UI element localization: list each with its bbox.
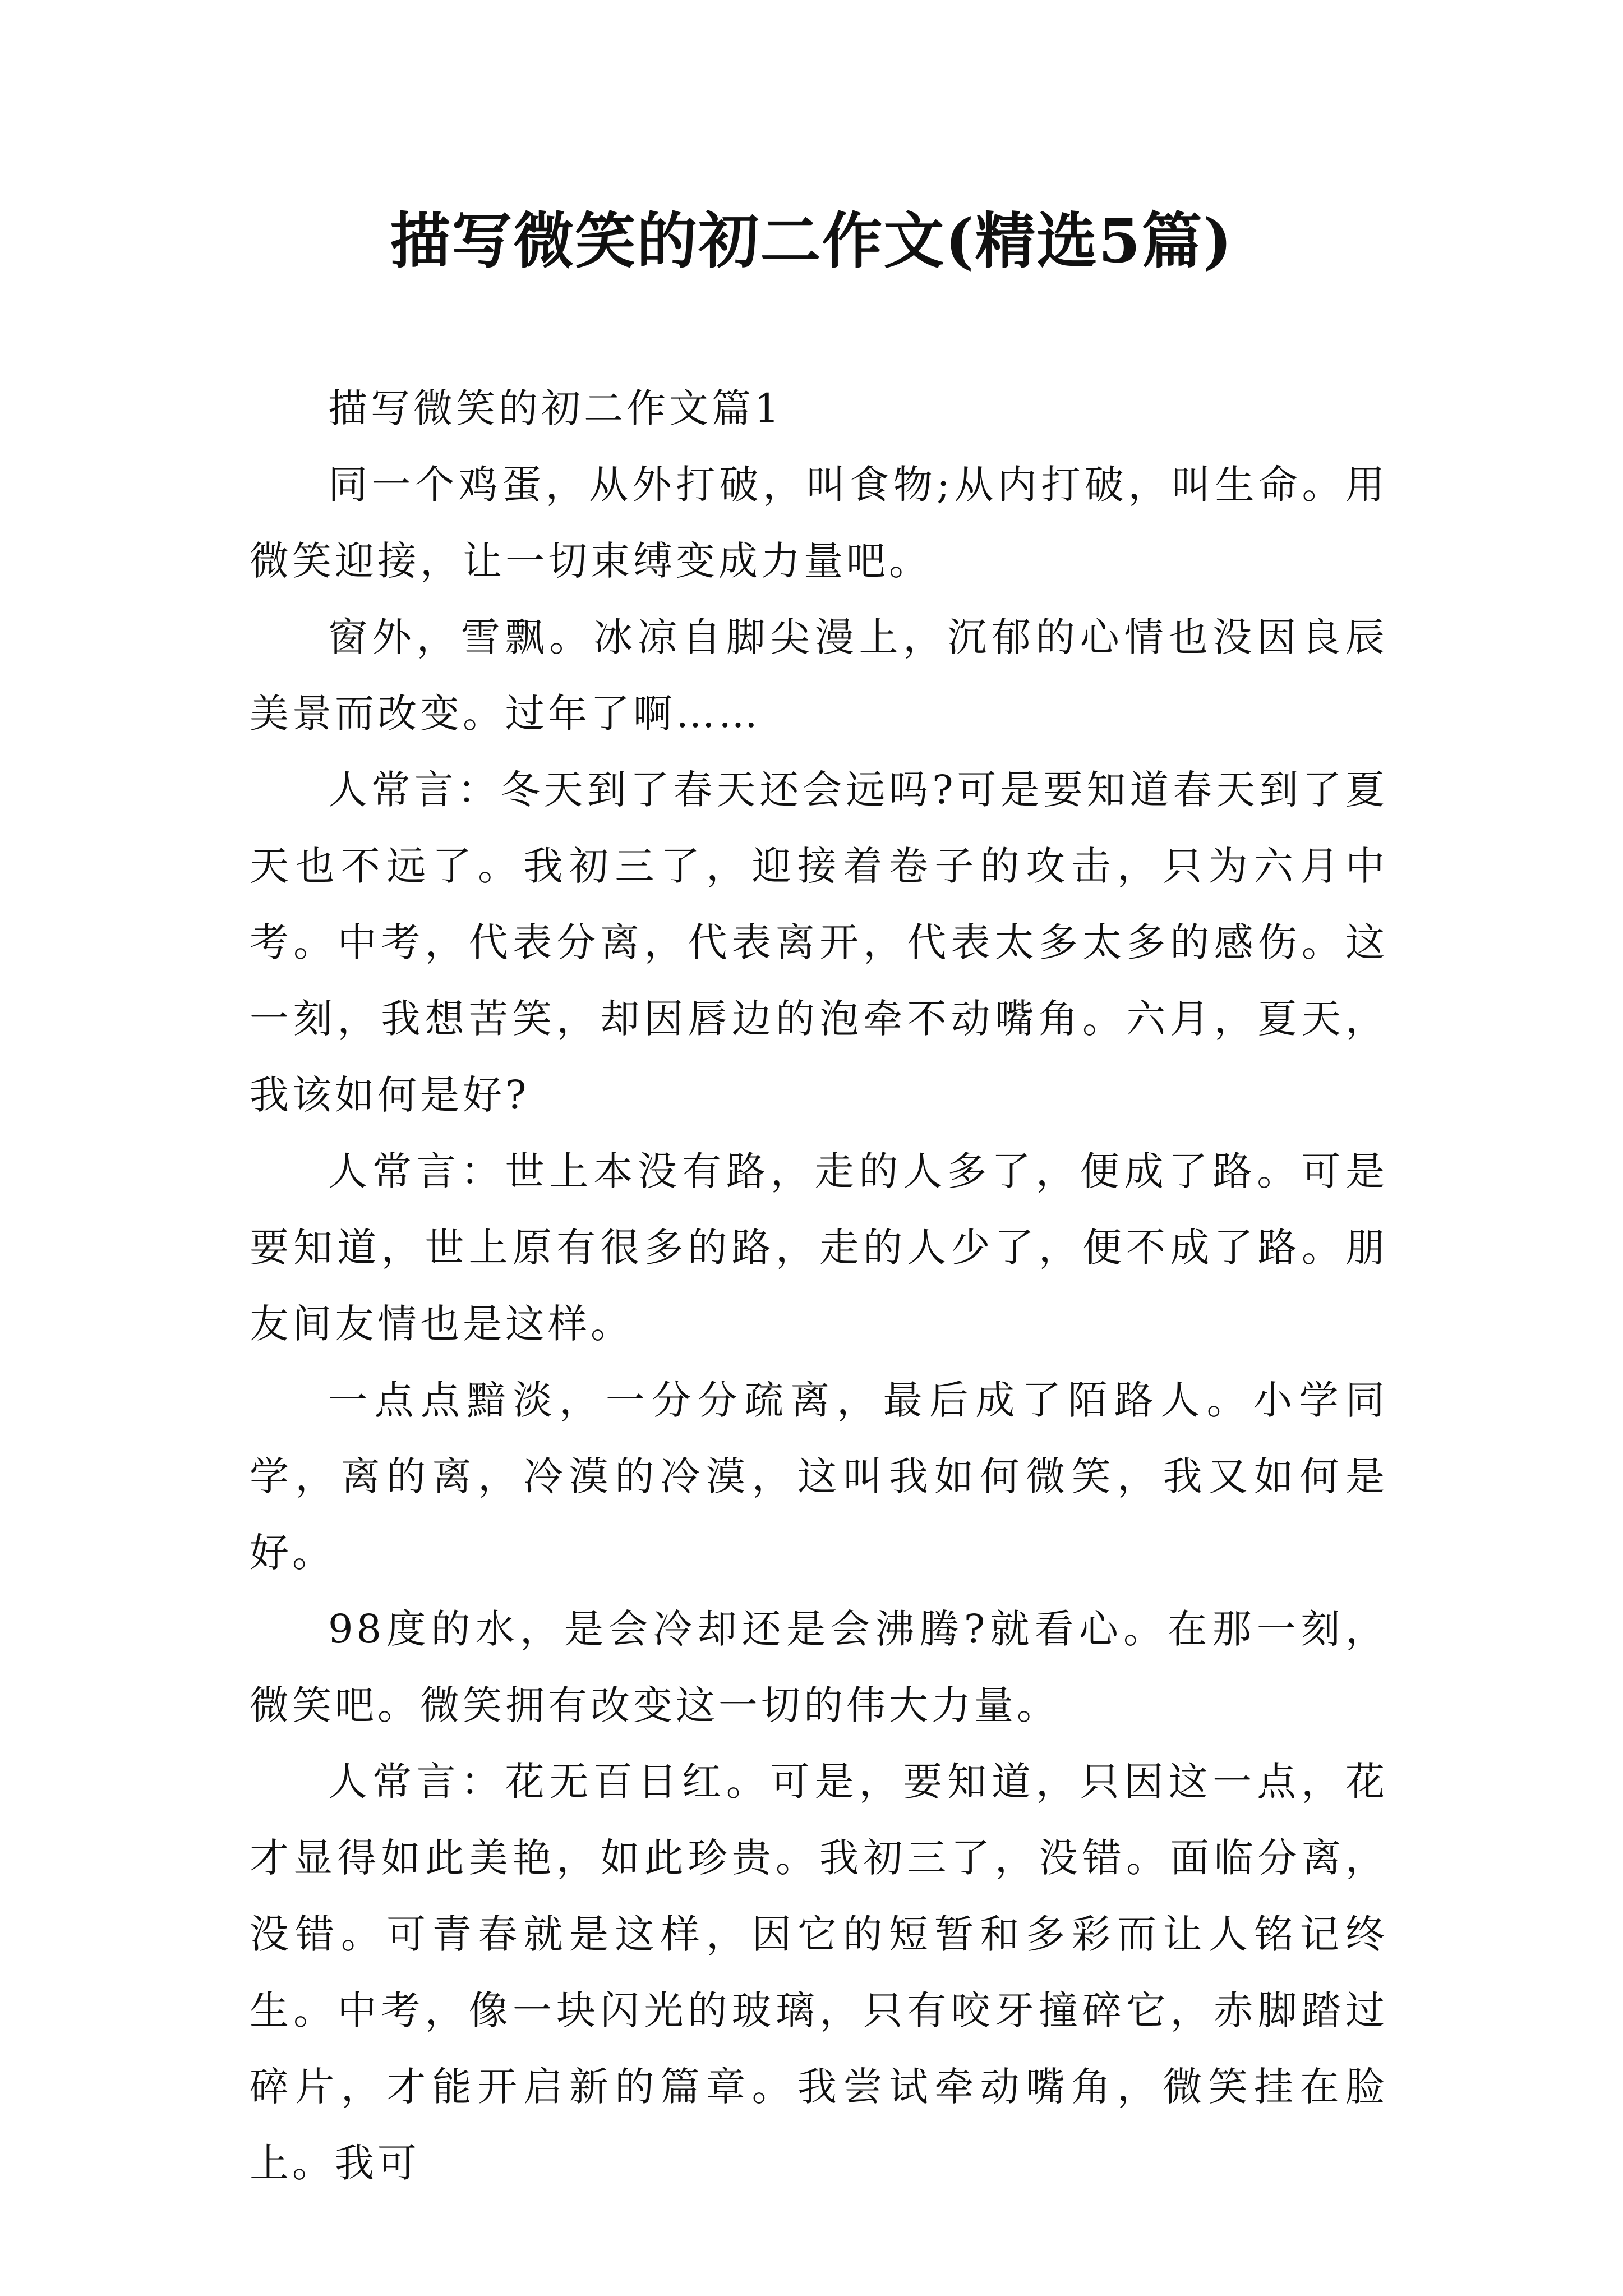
- paragraph: 一点点黯淡，一分分疏离，最后成了陌路人。小学同学，离的离，冷漠的冷漠，这叫我如何微笑，我又如何是好。: [250, 1377, 1388, 1576]
- document-title: 描写微笑的初二作文(精选5篇): [390, 206, 1233, 277]
- section-heading: 描写微笑的初二作文篇1: [328, 385, 783, 431]
- paragraph: 人常言：花无百日红。可是，要知道，只因这一点，花才显得如此美艳，如此珍贵。我初三了，没错。面临分离，没错。可青春就是这样，因它的短暂和多彩而让人铭记终生。中考，像一块闪光的玻璃，只有咬牙撞碎它，赤脚踏过碎片，才能开启新的篇章。我尝试牵动嘴角，微笑挂在脸上。我可: [250, 1759, 1388, 2186]
- paragraph: 人常言：世上本没有路，走的人多了，便成了路。可是要知道，世上原有很多的路，走的人少了，便不成了路。朋友间友情也是这样。: [250, 1148, 1388, 1347]
- paragraph: 窗外，雪飘。冰凉自脚尖漫上，沉郁的心情也没因良辰美景而改变。过年了啊……: [250, 614, 1388, 737]
- paragraph: 98度的水，是会冷却还是会沸腾?就看心。在那一刻，微笑吧。微笑拥有改变这一切的伟大力量。: [250, 1606, 1388, 1728]
- paragraph: 人常言：冬天到了春天还会远吗?可是要知道春天到了夏天也不远了。我初三了，迎接着卷子的攻击，只为六月中考。中考，代表分离，代表离开，代表太多太多的感伤。这一刻，我想苦笑，却因唇边的泡牵不动嘴角。六月，夏天，我该如何是好?: [250, 767, 1388, 1118]
- paragraph: 同一个鸡蛋，从外打破，叫食物;从内打破，叫生命。用微笑迎接，让一切束缚变成力量吧。: [250, 462, 1388, 584]
- document-body: [250, 370, 1388, 2201]
